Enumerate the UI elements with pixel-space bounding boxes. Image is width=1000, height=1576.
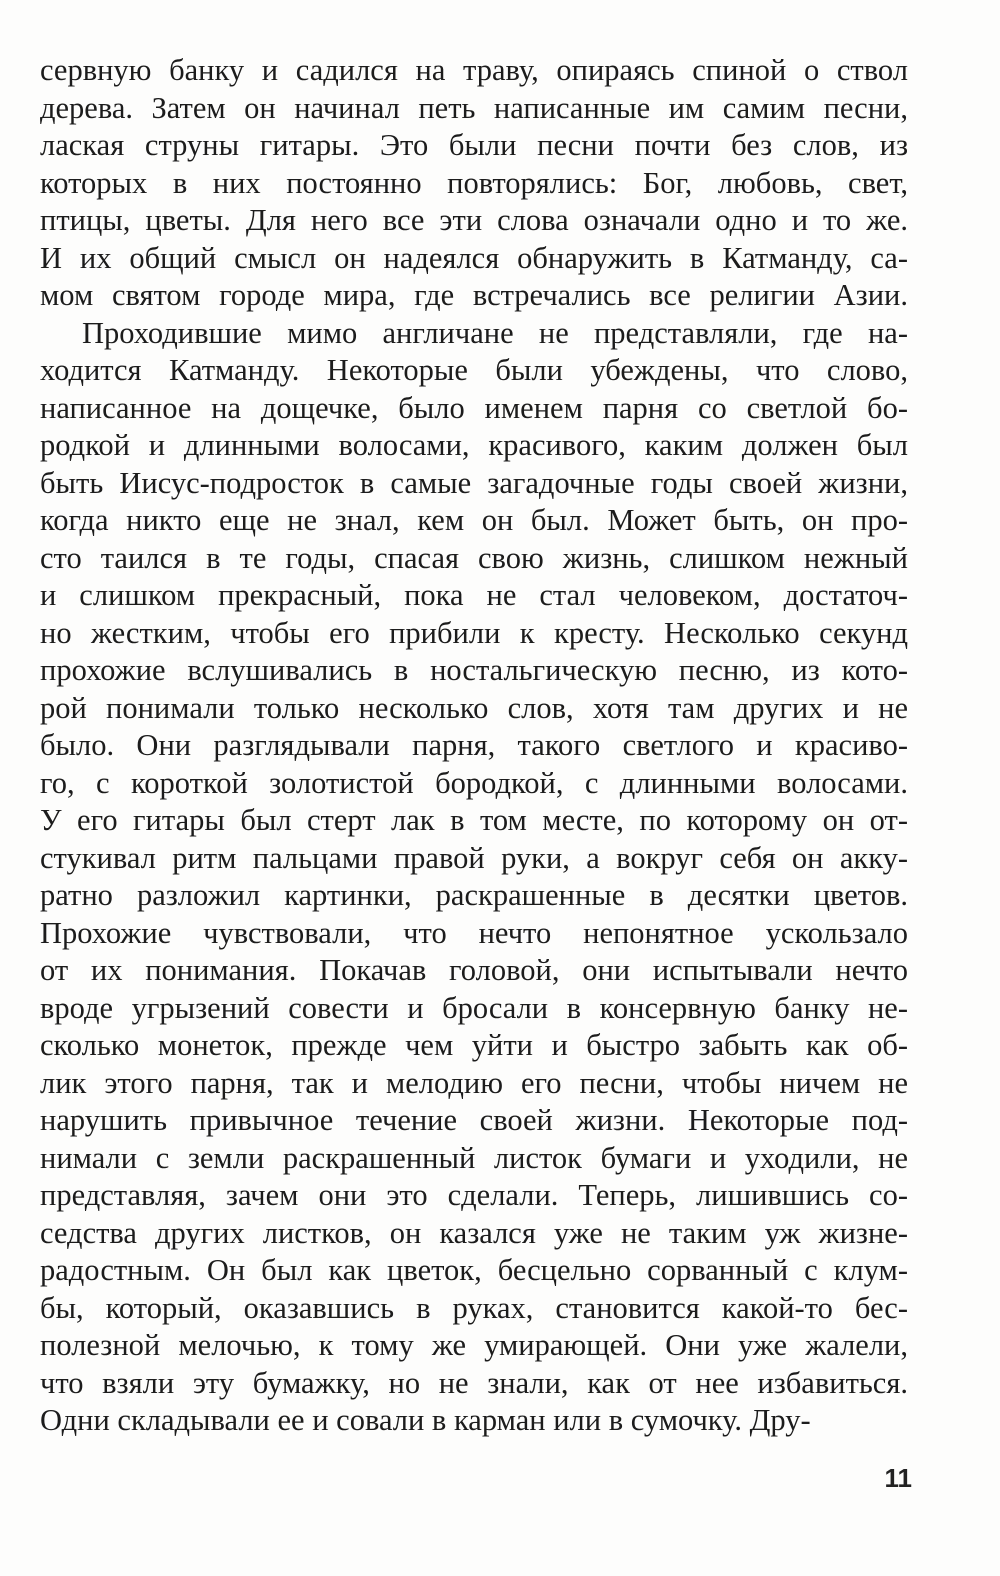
- text-line: го, с короткой золотистой бородкой, с длинными волосами.: [40, 765, 908, 800]
- text-line: И их общий смысл он надеялся обнаружить в Катманду, са-: [40, 240, 908, 275]
- text-line: бы, который, оказавшись в руках, становится какой-то бес-: [40, 1290, 908, 1325]
- text-line: было. Они разглядывали парня, такого светлого и красиво-: [40, 728, 908, 762]
- text-line: и слишком прекрасный, пока не стал человеком, достаточ-: [40, 578, 908, 612]
- text-line: родкой и длинными волосами, красивого, каким должен был: [40, 428, 908, 462]
- text-line: ходится Катманду. Некоторые были убеждены, что слово,: [40, 353, 908, 387]
- text-line: седства других листков, он казался уже не таким уж жизне-: [40, 1215, 908, 1250]
- text-line: Прохожие чувствовали, что нечто непонятное ускользало: [40, 915, 908, 950]
- text-line: Одни складывали ее и совали в карман или в сумочку. Дру-: [40, 1403, 811, 1437]
- text-line: но жестким, чтобы его прибили к кресту. Несколько секунд: [40, 615, 908, 650]
- text-line: от их понимания. Покачав головой, они испытывали нечто: [40, 953, 908, 987]
- text-line: нарушить привычное течение своей жизни. Некоторые под-: [40, 1103, 908, 1137]
- page-number: 11: [884, 1463, 912, 1493]
- text-line: радостным. Он был как цветок, бесцельно сорванный с клум-: [40, 1253, 908, 1287]
- text-line: мом святом городе мира, где встречались все религии Азии.: [40, 278, 908, 312]
- text-line: вроде угрызений совести и бросали в консервную банку не-: [40, 990, 908, 1025]
- text-line: сто таился в те годы, спасая свою жизнь, слишком нежный: [40, 540, 908, 575]
- text-line: Проходившие мимо англичане не представляли, где на-: [82, 315, 908, 350]
- text-line: сколько монеток, прежде чем уйти и быстро забыть как об-: [40, 1028, 908, 1062]
- text-line: лаская струны гитары. Это были песни почти без слов, из: [40, 128, 908, 162]
- text-line: дерева. Затем он начинал петь написанные им самим песни,: [40, 90, 908, 125]
- text-line: ратно разложил картинки, раскрашенные в десятки цветов.: [40, 878, 908, 912]
- text-line: сервную банку и садился на траву, опираясь спиной о ствол: [40, 53, 908, 87]
- text-line: прохожие вслушивались в ностальгическую песню, из кото-: [40, 653, 908, 687]
- text-line: птицы, цветы. Для него все эти слова означали одно и то же.: [40, 203, 908, 237]
- text-line: когда никто еще не знал, кем он был. Может быть, он про-: [40, 503, 908, 537]
- text-line: которых в них постоянно повторялись: Бог, любовь, свет,: [40, 165, 908, 200]
- text-line: лик этого парня, так и мелодию его песни, чтобы ничем не: [40, 1065, 908, 1100]
- text-line: представляя, зачем они это сделали. Теперь, лишившись со-: [40, 1178, 908, 1212]
- text-line: У его гитары был стерт лак в том месте, по которому он от-: [40, 803, 908, 837]
- text-line: написанное на дощечке, было именем парня со светлой бо-: [40, 390, 908, 425]
- text-line: полезной мелочью, к тому же умирающей. Они уже жалели,: [40, 1328, 908, 1362]
- text-line: стукивал ритм пальцами правой руки, а вокруг себя он акку-: [40, 840, 908, 875]
- body-text: [40, 52, 908, 1440]
- text-line: быть Иисус-подросток в самые загадочные годы своей жизни,: [40, 465, 908, 500]
- text-line: рой понимали только несколько слов, хотя там других и не: [40, 690, 908, 725]
- text-line: что взяли эту бумажку, но не знали, как от нее избавиться.: [40, 1365, 908, 1400]
- text-line: нимали с земли раскрашенный листок бумаги и уходили, не: [40, 1140, 908, 1175]
